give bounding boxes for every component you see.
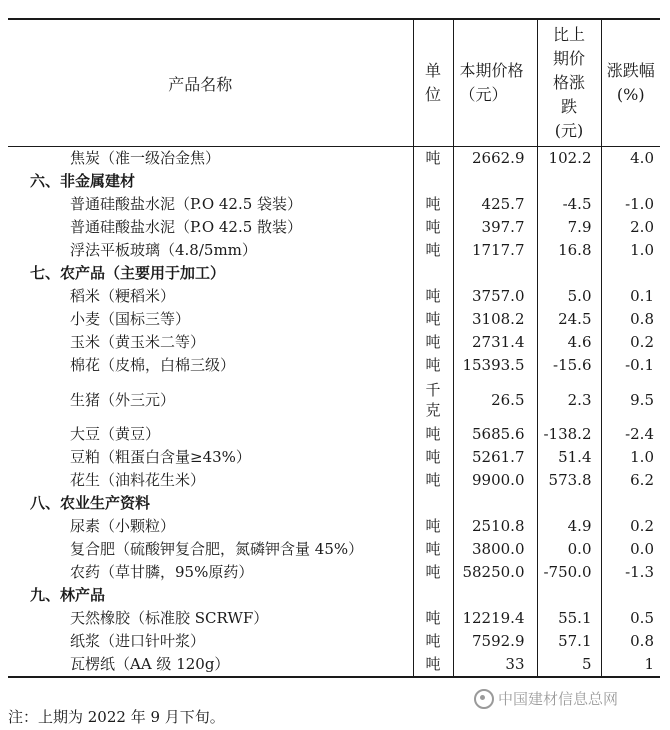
product-name: 焦炭（准一级冶金焦） xyxy=(70,149,221,167)
unit-top: 千 xyxy=(425,381,441,399)
unit-cell xyxy=(413,170,453,193)
unit-cell: 吨 xyxy=(413,239,453,262)
table-row xyxy=(8,561,660,584)
header-row xyxy=(8,19,660,147)
pct-cell: 0.8 xyxy=(601,308,660,331)
table-body xyxy=(8,147,660,678)
change-cell: 55.1 xyxy=(537,607,601,630)
logo-circle-icon xyxy=(474,689,494,709)
product-name: 浮法平板玻璃（4.8/5mm） xyxy=(70,241,257,259)
product-name: 小麦（国标三等） xyxy=(70,310,191,328)
change-cell: 4.9 xyxy=(537,515,601,538)
price-cell: 3108.2 xyxy=(453,308,537,331)
category-name: 六、非金属建材 xyxy=(30,172,136,190)
price-cell: 1717.7 xyxy=(453,239,537,262)
product-name: 瓦楞纸（AA 级 120g） xyxy=(8,653,413,677)
change-cell: 0.0 xyxy=(537,538,601,561)
unit-cell: 吨 xyxy=(413,308,453,331)
change-cell: -750.0 xyxy=(537,561,601,584)
table-row xyxy=(8,423,660,446)
table-row xyxy=(8,193,660,216)
change-cell: 51.4 xyxy=(537,446,601,469)
price-cell: 2731.4 xyxy=(453,331,537,354)
unit-cell: 吨 xyxy=(413,354,453,377)
price-cell: 2510.8 xyxy=(453,515,537,538)
pct-cell: 0.2 xyxy=(601,331,660,354)
pct-cell: -1.3 xyxy=(601,561,660,584)
header-unit: 单位 xyxy=(424,61,441,104)
pct-cell: 0.1 xyxy=(601,285,660,308)
unit-cell: 吨 xyxy=(413,469,453,492)
category-name: 八、农业生产资料 xyxy=(30,494,151,512)
price-cell: 9900.0 xyxy=(453,469,537,492)
change-cell: 5 xyxy=(537,653,601,677)
unit-cell: 吨 xyxy=(413,216,453,239)
table-row xyxy=(8,308,660,331)
unit-cell xyxy=(413,377,453,423)
unit-cell: 吨 xyxy=(413,538,453,561)
watermark-text: 中国建材信息总网 xyxy=(498,690,619,708)
category-name: 九、林产品 xyxy=(30,586,106,604)
table-row xyxy=(8,216,660,239)
table-row xyxy=(8,630,660,653)
pct-cell xyxy=(601,170,660,193)
price-cell: 26.5 xyxy=(453,377,537,423)
change-cell: 2.3 xyxy=(537,377,601,423)
product-name: 农药（草甘膦，95%原药） xyxy=(70,563,254,581)
price-cell xyxy=(453,170,537,193)
pct-cell xyxy=(601,492,660,515)
change-cell xyxy=(537,262,601,285)
unit-cell: 吨 xyxy=(413,607,453,630)
pct-cell: 0.8 xyxy=(601,630,660,653)
unit-cell: 吨 xyxy=(413,515,453,538)
price-table xyxy=(8,18,660,678)
footnote: 注：上期为 2022 年 9 月下旬。 xyxy=(8,708,225,726)
table-row xyxy=(8,515,660,538)
pct-cell: 2.0 xyxy=(601,216,660,239)
price-cell: 425.7 xyxy=(453,193,537,216)
product-name: 纸浆（进口针叶浆） xyxy=(70,632,206,650)
table-row xyxy=(8,147,660,171)
change-cell: -15.6 xyxy=(537,354,601,377)
pct-cell: -2.4 xyxy=(601,423,660,446)
price-cell: 2662.9 xyxy=(453,147,537,171)
price-cell: 5261.7 xyxy=(453,446,537,469)
unit-cell: 吨 xyxy=(413,147,453,171)
unit-cell: 吨 xyxy=(413,446,453,469)
product-name: 生猪（外三元） xyxy=(70,390,176,409)
pct-cell: 9.5 xyxy=(601,377,660,423)
category-row xyxy=(8,492,660,515)
price-cell xyxy=(453,584,537,607)
table-row xyxy=(8,331,660,354)
category-row xyxy=(8,170,660,193)
price-cell: 3757.0 xyxy=(453,285,537,308)
price-cell: 15393.5 xyxy=(453,354,537,377)
product-name: 稻米（粳稻米） xyxy=(70,287,176,305)
header-change: 比上期价格涨跌(元) xyxy=(552,25,585,140)
pct-cell: -0.1 xyxy=(601,354,660,377)
table-row xyxy=(8,354,660,377)
change-cell: 4.6 xyxy=(537,331,601,354)
header-pct: 涨跌幅(%) xyxy=(606,61,655,104)
price-cell: 58250.0 xyxy=(453,561,537,584)
pct-cell: -1.0 xyxy=(601,193,660,216)
table-row xyxy=(8,377,660,423)
price-cell: 12219.4 xyxy=(453,607,537,630)
pct-cell: 0.0 xyxy=(601,538,660,561)
pct-cell xyxy=(601,262,660,285)
pct-cell: 0.2 xyxy=(601,515,660,538)
pct-cell: 1 xyxy=(601,653,660,677)
table-row xyxy=(8,285,660,308)
pct-cell: 0.5 xyxy=(601,607,660,630)
product-name: 豆粕（粗蛋白含量≥43%） xyxy=(70,448,251,466)
unit-cell: 吨 xyxy=(413,285,453,308)
table-row xyxy=(8,446,660,469)
price-cell: 3800.0 xyxy=(453,538,537,561)
change-cell: 7.9 xyxy=(537,216,601,239)
product-name: 棉花（皮棉，白棉三级） xyxy=(70,356,236,374)
change-cell: 57.1 xyxy=(537,630,601,653)
price-cell xyxy=(453,262,537,285)
price-cell xyxy=(453,492,537,515)
change-cell: 573.8 xyxy=(537,469,601,492)
product-name: 尿素（小颗粒） xyxy=(70,517,176,535)
price-cell: 5685.6 xyxy=(453,423,537,446)
change-cell: 16.8 xyxy=(537,239,601,262)
change-cell: 102.2 xyxy=(537,147,601,171)
pct-cell: 4.0 xyxy=(601,147,660,171)
change-cell xyxy=(537,584,601,607)
watermark xyxy=(472,688,620,709)
table-row xyxy=(8,653,660,677)
change-cell: 24.5 xyxy=(537,308,601,331)
product-name: 普通硅酸盐水泥（P.O 42.5 散装） xyxy=(70,218,303,236)
unit-cell xyxy=(413,584,453,607)
table-row xyxy=(8,607,660,630)
change-cell: -4.5 xyxy=(537,193,601,216)
product-name: 复合肥（硫酸钾复合肥，氮磷钾含量 45%） xyxy=(70,540,364,558)
table-row xyxy=(8,469,660,492)
product-name: 普通硅酸盐水泥（P.O 42.5 袋装） xyxy=(70,195,303,213)
header-price: 本期价格（元） xyxy=(459,61,524,104)
category-row xyxy=(8,262,660,285)
product-name: 花生（油料花生米） xyxy=(70,471,206,489)
pct-cell: 1.0 xyxy=(601,446,660,469)
pct-cell: 1.0 xyxy=(601,239,660,262)
change-cell xyxy=(537,492,601,515)
price-cell: 7592.9 xyxy=(453,630,537,653)
unit-cell: 吨 xyxy=(413,653,453,677)
unit-cell xyxy=(413,492,453,515)
table-row xyxy=(8,239,660,262)
price-cell: 33 xyxy=(453,653,537,677)
category-row xyxy=(8,584,660,607)
unit-cell: 吨 xyxy=(413,630,453,653)
unit-cell xyxy=(413,262,453,285)
pct-cell: 6.2 xyxy=(601,469,660,492)
unit-bottom: 克 xyxy=(425,401,441,419)
header-product-name: 产品名称 xyxy=(8,19,413,147)
change-cell: 5.0 xyxy=(537,285,601,308)
unit-cell: 吨 xyxy=(413,331,453,354)
change-cell xyxy=(537,170,601,193)
category-name: 七、农产品（主要用于加工） xyxy=(30,264,226,282)
product-name: 天然橡胶（标准胶 SCRWF） xyxy=(70,609,269,627)
price-cell: 397.7 xyxy=(453,216,537,239)
product-name: 玉米（黄玉米二等） xyxy=(70,333,206,351)
unit-cell: 吨 xyxy=(413,561,453,584)
change-cell: -138.2 xyxy=(537,423,601,446)
unit-cell: 吨 xyxy=(413,423,453,446)
pct-cell xyxy=(601,584,660,607)
unit-cell: 吨 xyxy=(413,193,453,216)
product-name: 大豆（黄豆） xyxy=(70,425,161,443)
table-row xyxy=(8,538,660,561)
